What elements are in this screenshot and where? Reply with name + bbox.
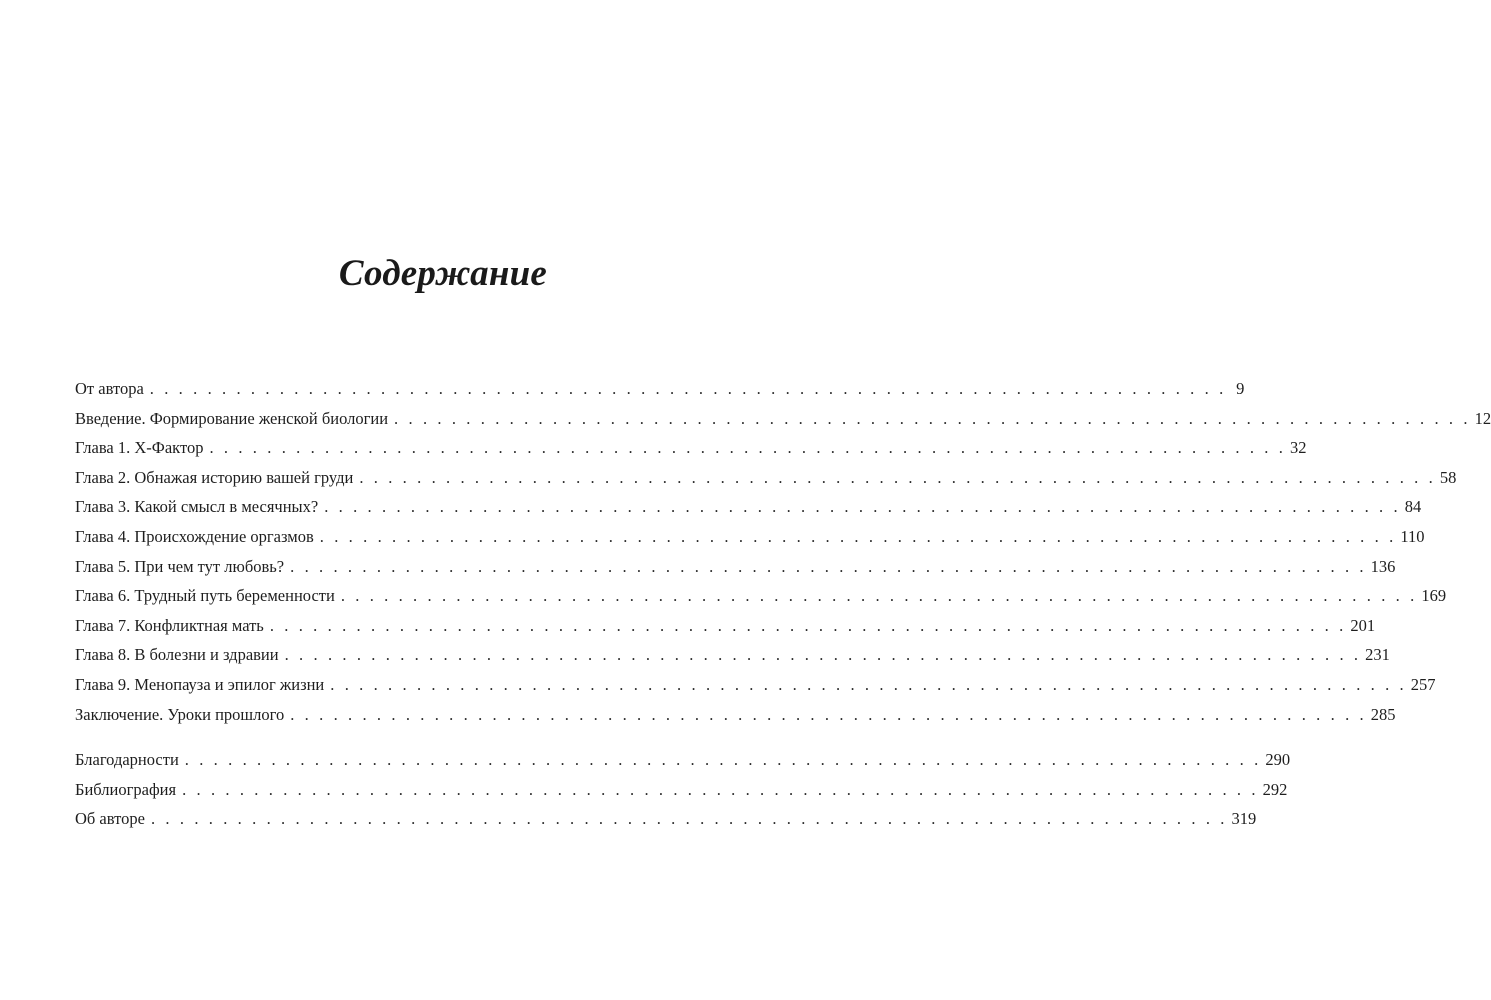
toc-entry bbox=[75, 611, 1376, 641]
toc-leader-dots: . . . . . . . . . . . . . . . . . . . . . . . . . . . . . . . . . . . . . . . . . . . . . . . . . . . . . . . . . . . . . . . . . . . . . . . . . . . bbox=[269, 615, 1347, 635]
toc-page-number: 84 bbox=[1404, 497, 1422, 517]
toc-page-number: 292 bbox=[1262, 779, 1288, 799]
toc-leader-dots: . . . . . . . . . . . . . . . . . . . . . . . . . . . . . . . . . . . . . . . . . . . . . . . . . . . . . . . . . . . . . . . . . . . . . . . . . . . bbox=[184, 750, 1262, 770]
toc-entry bbox=[75, 804, 1257, 834]
toc-entry bbox=[75, 640, 1390, 670]
toc-entry-title: Глава 3. Какой смысл в месячных? bbox=[75, 497, 319, 517]
toc-entry-title: Благодарности bbox=[75, 750, 179, 770]
toc-entry bbox=[75, 492, 1422, 522]
toc-leader-dots: . . . . . . . . . . . . . . . . . . . . . . . . . . . . . . . . . . . . . . . . . . . . . . . . . . . . . . . . . . . . . . . . . . . . . . . . . . . bbox=[359, 467, 1436, 487]
toc-entry-title: Глава 2. Обнажая историю вашей груди bbox=[75, 467, 354, 487]
toc-entry bbox=[75, 775, 1288, 805]
page-title: Содержание bbox=[338, 253, 547, 294]
toc-page-number: 285 bbox=[1370, 704, 1396, 724]
toc-leader-dots: . . . . . . . . . . . . . . . . . . . . . . . . . . . . . . . . . . . . . . . . . . . . . . . . . . . . . . . . . . . . . . . . . . . . . . . . . . . bbox=[182, 779, 1259, 799]
toc-page-number: 136 bbox=[1370, 556, 1396, 576]
toc-entry-title: Глава 7. Конфликтная мать bbox=[75, 615, 264, 635]
toc-entry bbox=[75, 745, 1291, 775]
toc-leader-dots: . . . . . . . . . . . . . . . . . . . . . . . . . . . . . . . . . . . . . . . . . . . . . . . . . . . . . . . . . . . . . . . . . . . . . . . . . . . bbox=[394, 408, 1471, 428]
toc-entry-title: Глава 4. Происхождение оргазмов bbox=[75, 526, 314, 546]
toc-entry-title: Глава 6. Трудный путь беременности bbox=[75, 586, 335, 606]
toc-leader-dots: . . . . . . . . . . . . . . . . . . . . . . . . . . . . . . . . . . . . . . . . . . . . . . . . . . . . . . . . . . . . . . . . . . . . . . . . . . . bbox=[330, 674, 1407, 694]
toc-page-number: 12 bbox=[1474, 408, 1491, 428]
toc-entry bbox=[75, 700, 1396, 730]
toc-page-number: 319 bbox=[1231, 809, 1257, 829]
toc-entry-title: Глава 9. Менопауза и эпилог жизни bbox=[75, 674, 325, 694]
toc-entry bbox=[75, 404, 1491, 434]
toc-page-number: 231 bbox=[1365, 645, 1390, 665]
toc-leader-dots: . . . . . . . . . . . . . . . . . . . . . . . . . . . . . . . . . . . . . . . . . . . . . . . . . . . . . . . . . . . . . . . . . . . . . . . . . . . bbox=[324, 497, 1401, 517]
toc-page-number: 58 bbox=[1439, 467, 1457, 487]
toc-leader-dots: . . . . . . . . . . . . . . . . . . . . . . . . . . . . . . . . . . . . . . . . . . . . . . . . . . . . . . . . . . . . . . . . . . . . . . . . . . . bbox=[149, 379, 1227, 398]
toc-page-number: 9 bbox=[1236, 379, 1245, 398]
toc-entry bbox=[75, 581, 1447, 611]
toc-entry bbox=[75, 670, 1436, 700]
toc-entry-title: Глава 8. В болезни и здравии bbox=[75, 645, 279, 665]
toc-entry-title: Об авторе bbox=[75, 809, 145, 829]
toc-entry bbox=[75, 433, 1307, 463]
toc-page-number: 201 bbox=[1350, 615, 1376, 635]
toc-page-number: 110 bbox=[1400, 526, 1425, 546]
toc-entry bbox=[75, 374, 1245, 404]
toc-leader-dots: . . . . . . . . . . . . . . . . . . . . . . . . . . . . . . . . . . . . . . . . . . . . . . . . . . . . . . . . . . . . . . . . . . . . . . . . . . . bbox=[340, 586, 1418, 606]
toc-leader-dots: . . . . . . . . . . . . . . . . . . . . . . . . . . . . . . . . . . . . . . . . . . . . . . . . . . . . . . . . . . . . . . . . . . . . . . . . . . . bbox=[319, 526, 1397, 546]
table-of-contents bbox=[75, 374, 1491, 834]
toc-leader-dots: . . . . . . . . . . . . . . . . . . . . . . . . . . . . . . . . . . . . . . . . . . . . . . . . . . . . . . . . . . . . . . . . . . . . . . . . . . . bbox=[290, 556, 1367, 576]
toc-entry bbox=[75, 463, 1457, 493]
toc-page-number: 290 bbox=[1265, 750, 1291, 770]
toc-entry-title: От автора bbox=[75, 379, 144, 398]
toc-leader-dots: . . . . . . . . . . . . . . . . . . . . . . . . . . . . . . . . . . . . . . . . . . . . . . . . . . . . . . . . . . . . . . . . . . . . . . . . . . . bbox=[209, 438, 1286, 458]
toc-entry-title: Глава 5. При чем тут любовь? bbox=[75, 556, 285, 576]
toc-entry bbox=[75, 552, 1396, 582]
toc-page-number: 169 bbox=[1421, 586, 1447, 606]
toc-entry-title: Введение. Формирование женской биологии bbox=[75, 408, 389, 428]
toc-page-number: 257 bbox=[1410, 674, 1436, 694]
toc-section-gap bbox=[75, 729, 547, 745]
toc-page-number: 32 bbox=[1289, 438, 1307, 458]
toc-leader-dots: . . . . . . . . . . . . . . . . . . . . . . . . . . . . . . . . . . . . . . . . . . . . . . . . . . . . . . . . . . . . . . . . . . . . . . . . . . . bbox=[284, 645, 1362, 665]
toc-leader-dots: . . . . . . . . . . . . . . . . . . . . . . . . . . . . . . . . . . . . . . . . . . . . . . . . . . . . . . . . . . . . . . . . . . . . . . . . . . . bbox=[150, 809, 1228, 829]
toc-leader-dots: . . . . . . . . . . . . . . . . . . . . . . . . . . . . . . . . . . . . . . . . . . . . . . . . . . . . . . . . . . . . . . . . . . . . . . . . . . . bbox=[290, 704, 1367, 724]
toc-entry-title: Заключение. Уроки прошлого bbox=[75, 704, 285, 724]
toc-entry bbox=[75, 522, 1425, 552]
toc-entry-title: Глава 1. X-Фактор bbox=[75, 438, 204, 458]
toc-entry-title: Библиография bbox=[75, 779, 177, 799]
